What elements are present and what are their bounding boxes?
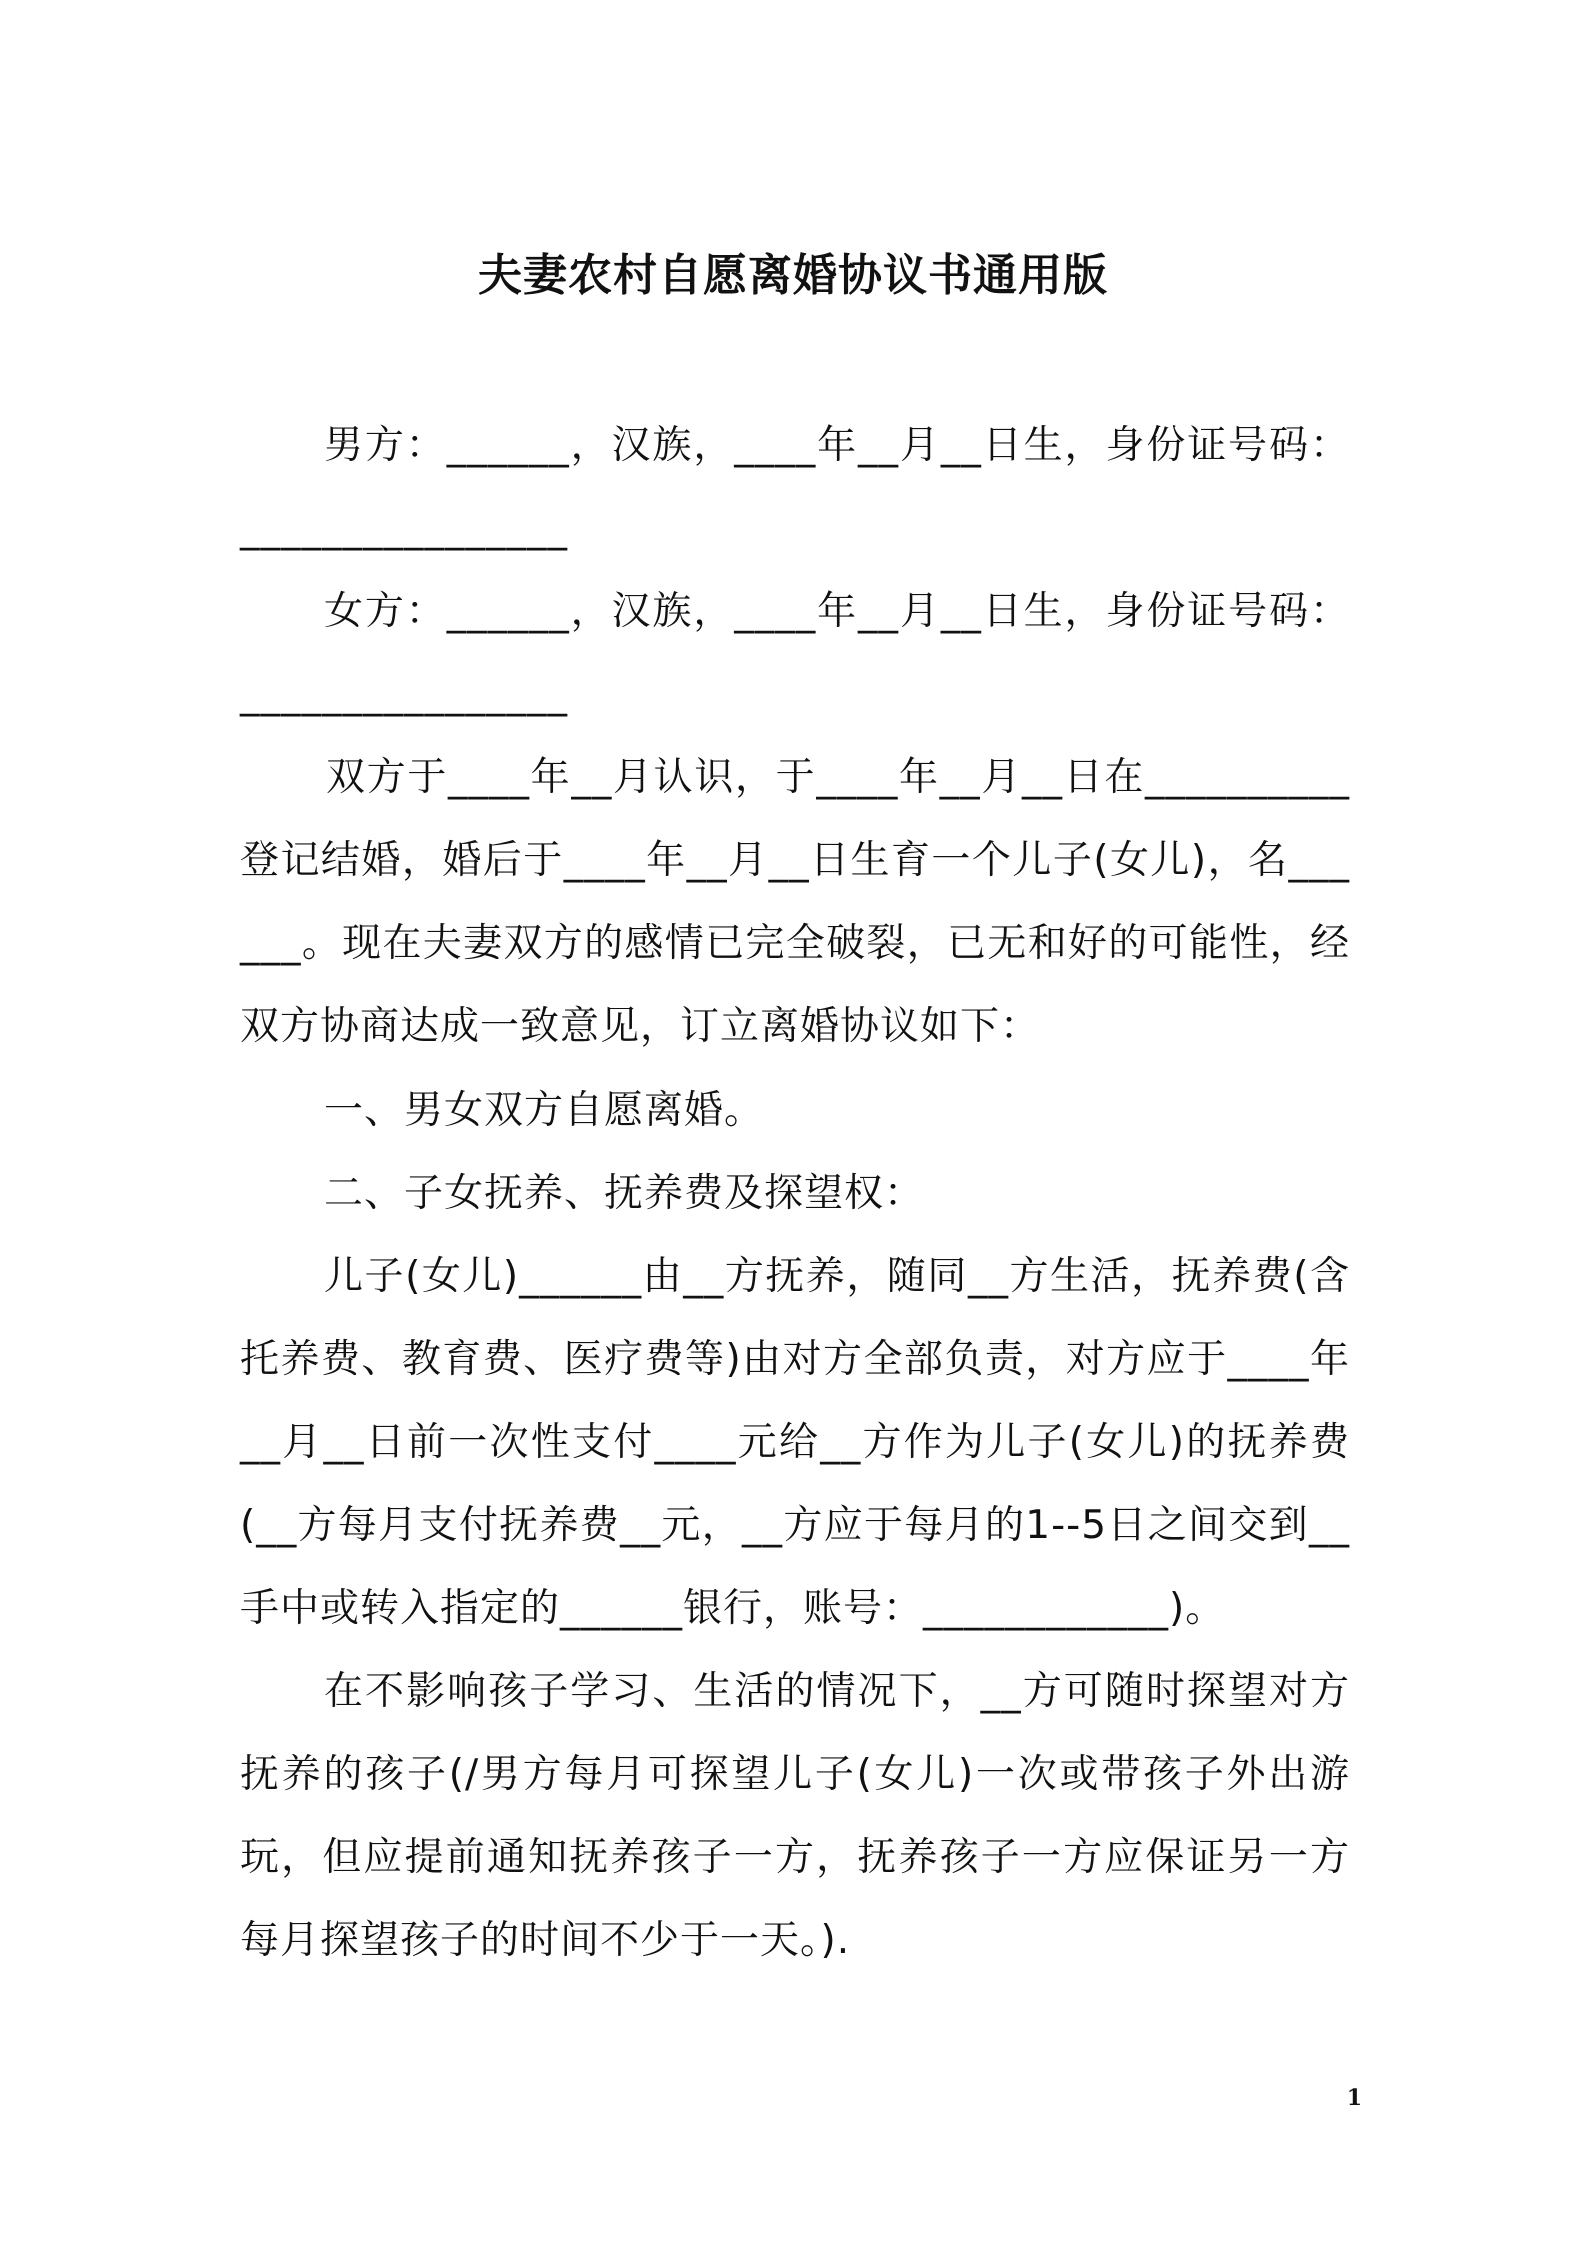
paragraph-marriage-background: 双方于____年__月认识，于____年__月__日在__________登记结婚，婚后于____年__月__日生育一个儿子(女儿)，名______。现在夫妻双方的感情已完全破裂，已无和好的可能性，经双方协商达成一致意见，订立离婚协议如下：	[240, 755, 1350, 1049]
paragraph-female-party: 女方：______，汉族，____年__月__日生，身份证号码：________________	[240, 589, 1350, 717]
paragraph-child-support: 儿子(女儿)______由__方抚养，随同__方生活，抚养费(含托养费、教育费、医疗费等)由对方全部负责，对方应于____年__月__日前一次性支付____元给__方作为儿子(女儿)的抚养费(__方每月支付抚养费__元，__方应于每月的1--5日之间交到__手中或转入指定的______银行，账号：____________)。	[240, 1254, 1350, 1631]
document-title: 夫妻农村自愿离婚协议书通用版	[478, 250, 1108, 302]
clause-2-heading-child-custody: 二、子女抚养、抚养费及探望权：	[324, 1171, 925, 1216]
paragraph-visitation-rights: 在不影响孩子学习、生活的情况下，__方可随时探望对方抚养的孩子(/男方每月可探望儿子(女儿)一次或带孩子外出游玩，但应提前通知抚养孩子一方，抚养孩子一方应保证另一方每月探望孩子的时间不少于一天。).	[240, 1669, 1350, 1963]
paragraph-male-party: 男方：______，汉族，____年__月__日生，身份证号码：________________	[240, 423, 1350, 551]
clause-1-voluntary-divorce: 一、男女双方自愿离婚。	[324, 1088, 765, 1133]
page-number: 1	[1346, 2085, 1362, 2111]
